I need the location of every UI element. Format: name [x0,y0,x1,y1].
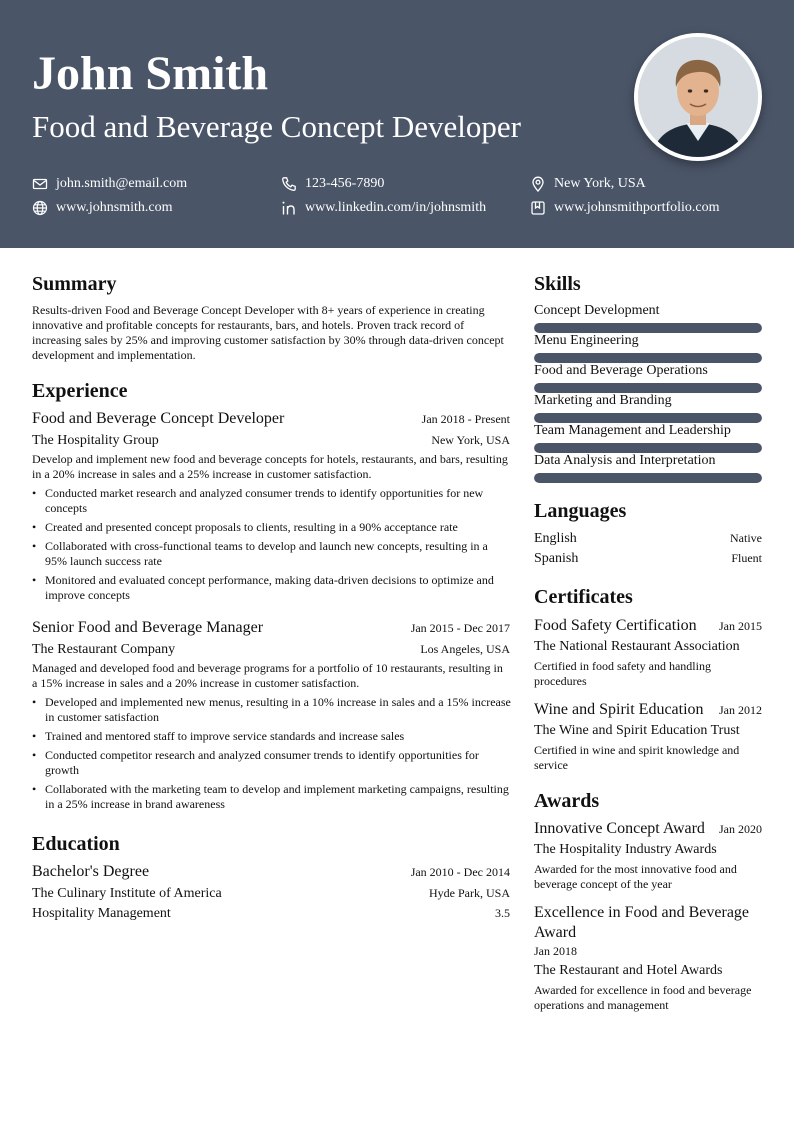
award-2-name: Excellence in Food and Beverage Award [534,904,750,941]
list-item: • Trained and mentored staff to improve service standards and increase sales [32,729,512,744]
job-2-company-row [32,640,510,659]
website-text: www.johnsmith.com [56,200,173,215]
certificate-2-name: Wine and Spirit Education [534,701,704,718]
skill-name: Food and Beverage Operations [534,363,708,378]
award-1-desc: Awarded for the most innovative food and beverage concept of the year [534,862,737,891]
language-name: English [534,531,577,546]
education-school: The Culinary Institute of America [32,886,222,901]
email-text: john.smith@email.com [56,176,188,191]
candidate-title: Food and Beverage Concept Developer [32,109,521,144]
education-field-row [32,904,510,923]
contact-portfolio[interactable] [530,199,720,217]
job-2-header [32,618,510,638]
language-row [534,529,762,548]
certificate-2-date: Jan 2012 [719,703,762,717]
list-item: • Collaborated with cross-functional teams to develop and launch new concepts, resulting in a 95% launch success rate [32,539,506,569]
list-item: • Conducted competitor research and analyzed consumer trends to identify opportunities for growth [32,748,512,778]
certificate-2-desc: Certified in wine and spirit knowledge and service [534,743,740,772]
skill-bar [534,473,762,483]
summary-text: Results-driven Food and Beverage Concept Developer with 8+ years of experience in creating innovative and profitable concepts for restaurants, bars, and hotels. Proven track record of increasing sales by 25% and improving customer satisfaction by 30% through data-driven concept development and implementation. [32,303,504,362]
awards-heading: Awards [534,790,600,812]
award-1-header [534,819,762,839]
education-location: Hyde Park, USA [429,886,510,900]
award-2-issuer: The Restaurant and Hotel Awards [534,963,723,978]
skills-heading: Skills [534,273,581,295]
certificate-2-header [534,700,762,720]
languages-heading: Languages [534,500,627,522]
certificate-2-issuer: The Wine and Spirit Education Trust [534,723,740,738]
experience-heading: Experience [32,380,128,402]
award-1-issuer: The Hospitality Industry Awards [534,842,717,857]
language-level: Native [730,531,762,545]
portfolio-text: www.johnsmithportfolio.com [554,200,720,215]
education-dates: Jan 2010 - Dec 2014 [410,865,510,879]
contact-phone[interactable] [281,175,384,193]
education-field: Hospitality Management [32,906,171,921]
job-1-company: The Hospitality Group [32,433,159,448]
skill-bar-fill [534,473,762,483]
location-text: New York, USA [554,176,646,191]
job-1-dates: Jan 2018 - Present [421,412,510,426]
skill-name: Data Analysis and Interpretation [534,453,716,468]
education-heading: Education [32,833,120,855]
contact-website[interactable] [32,199,173,217]
job-2-company: The Restaurant Company [32,642,176,657]
linkedin-text: www.linkedin.com/in/johnsmith [305,200,487,215]
mail-icon [32,176,48,192]
award-2-desc: Awarded for excellence in food and beverage operations and management [534,983,752,1012]
education-gpa: 3.5 [495,906,510,920]
job-2-description: Managed and developed food and beverage programs for a portfolio of 10 restaurants, resulting in a 15% increase in sales and a 20% increase in customer satisfaction. [32,661,503,690]
list-item: • Conducted market research and analyzed consumer trends to identify opportunities for new concepts [32,486,506,516]
job-1-header [32,409,510,429]
certificate-1-date: Jan 2015 [719,619,762,633]
globe-icon [32,200,48,216]
skill-name: Team Management and Leadership [534,423,731,438]
language-level: Fluent [731,551,762,565]
skill-name: Menu Engineering [534,333,639,348]
phone-text: 123-456-7890 [305,176,385,191]
job-2-location: Los Angeles, USA [420,642,510,656]
profile-photo-illustration [638,37,758,157]
certificate-1-issuer: The National Restaurant Association [534,639,740,654]
list-item: • Developed and implemented new menus, resulting in a 10% increase in sales and a 15% increase in customer satisfaction [32,695,512,725]
portfolio-icon [530,200,546,216]
education-school-row [32,884,510,903]
education-degree: Bachelor's Degree [32,863,150,880]
award-2-date: Jan 2018 [534,944,577,958]
job-2-role: Senior Food and Beverage Manager [32,619,264,636]
resume-header [0,0,794,248]
skill-name: Concept Development [534,303,660,318]
job-1-company-row [32,431,510,450]
certificate-1-header [534,616,762,636]
contact-linkedin[interactable] [281,199,486,217]
list-item: • Created and presented concept proposals to clients, resulting in a 90% acceptance rate [32,520,506,535]
linkedin-icon [281,200,297,216]
language-name: Spanish [534,551,579,566]
award-1-date: Jan 2020 [719,822,762,836]
contact-location [530,175,646,193]
job-2-bullets [32,695,512,816]
phone-icon [281,176,297,192]
skill-name: Marketing and Branding [534,393,672,408]
job-1-location: New York, USA [431,433,510,447]
contact-email[interactable] [32,175,187,193]
candidate-name: John Smith [32,47,269,100]
list-item: • Monitored and evaluated concept performance, making data-driven decisions to optimize and improve concepts [32,573,506,603]
education-degree-row [32,862,510,882]
certificates-heading: Certificates [534,586,633,608]
job-1-role: Food and Beverage Concept Developer [32,410,285,427]
award-1-name: Innovative Concept Award [534,820,705,837]
summary-heading: Summary [32,273,117,295]
certificate-1-name: Food Safety Certification [534,617,697,634]
certificate-1-desc: Certified in food safety and handling procedures [534,659,711,688]
job-1-bullets [32,486,506,607]
language-row [534,549,762,568]
list-item: • Collaborated with the marketing team to develop and implement marketing campaigns, resulting in a 25% increase in brand awareness [32,782,512,812]
location-pin-icon [530,176,546,192]
job-2-dates: Jan 2015 - Dec 2017 [410,621,510,635]
profile-photo [634,33,762,161]
job-1-description: Develop and implement new food and beverage concepts for hotels, restaurants, and bars, resulting in a 20% increase in sales and a 25% increase in customer satisfaction. [32,452,508,481]
